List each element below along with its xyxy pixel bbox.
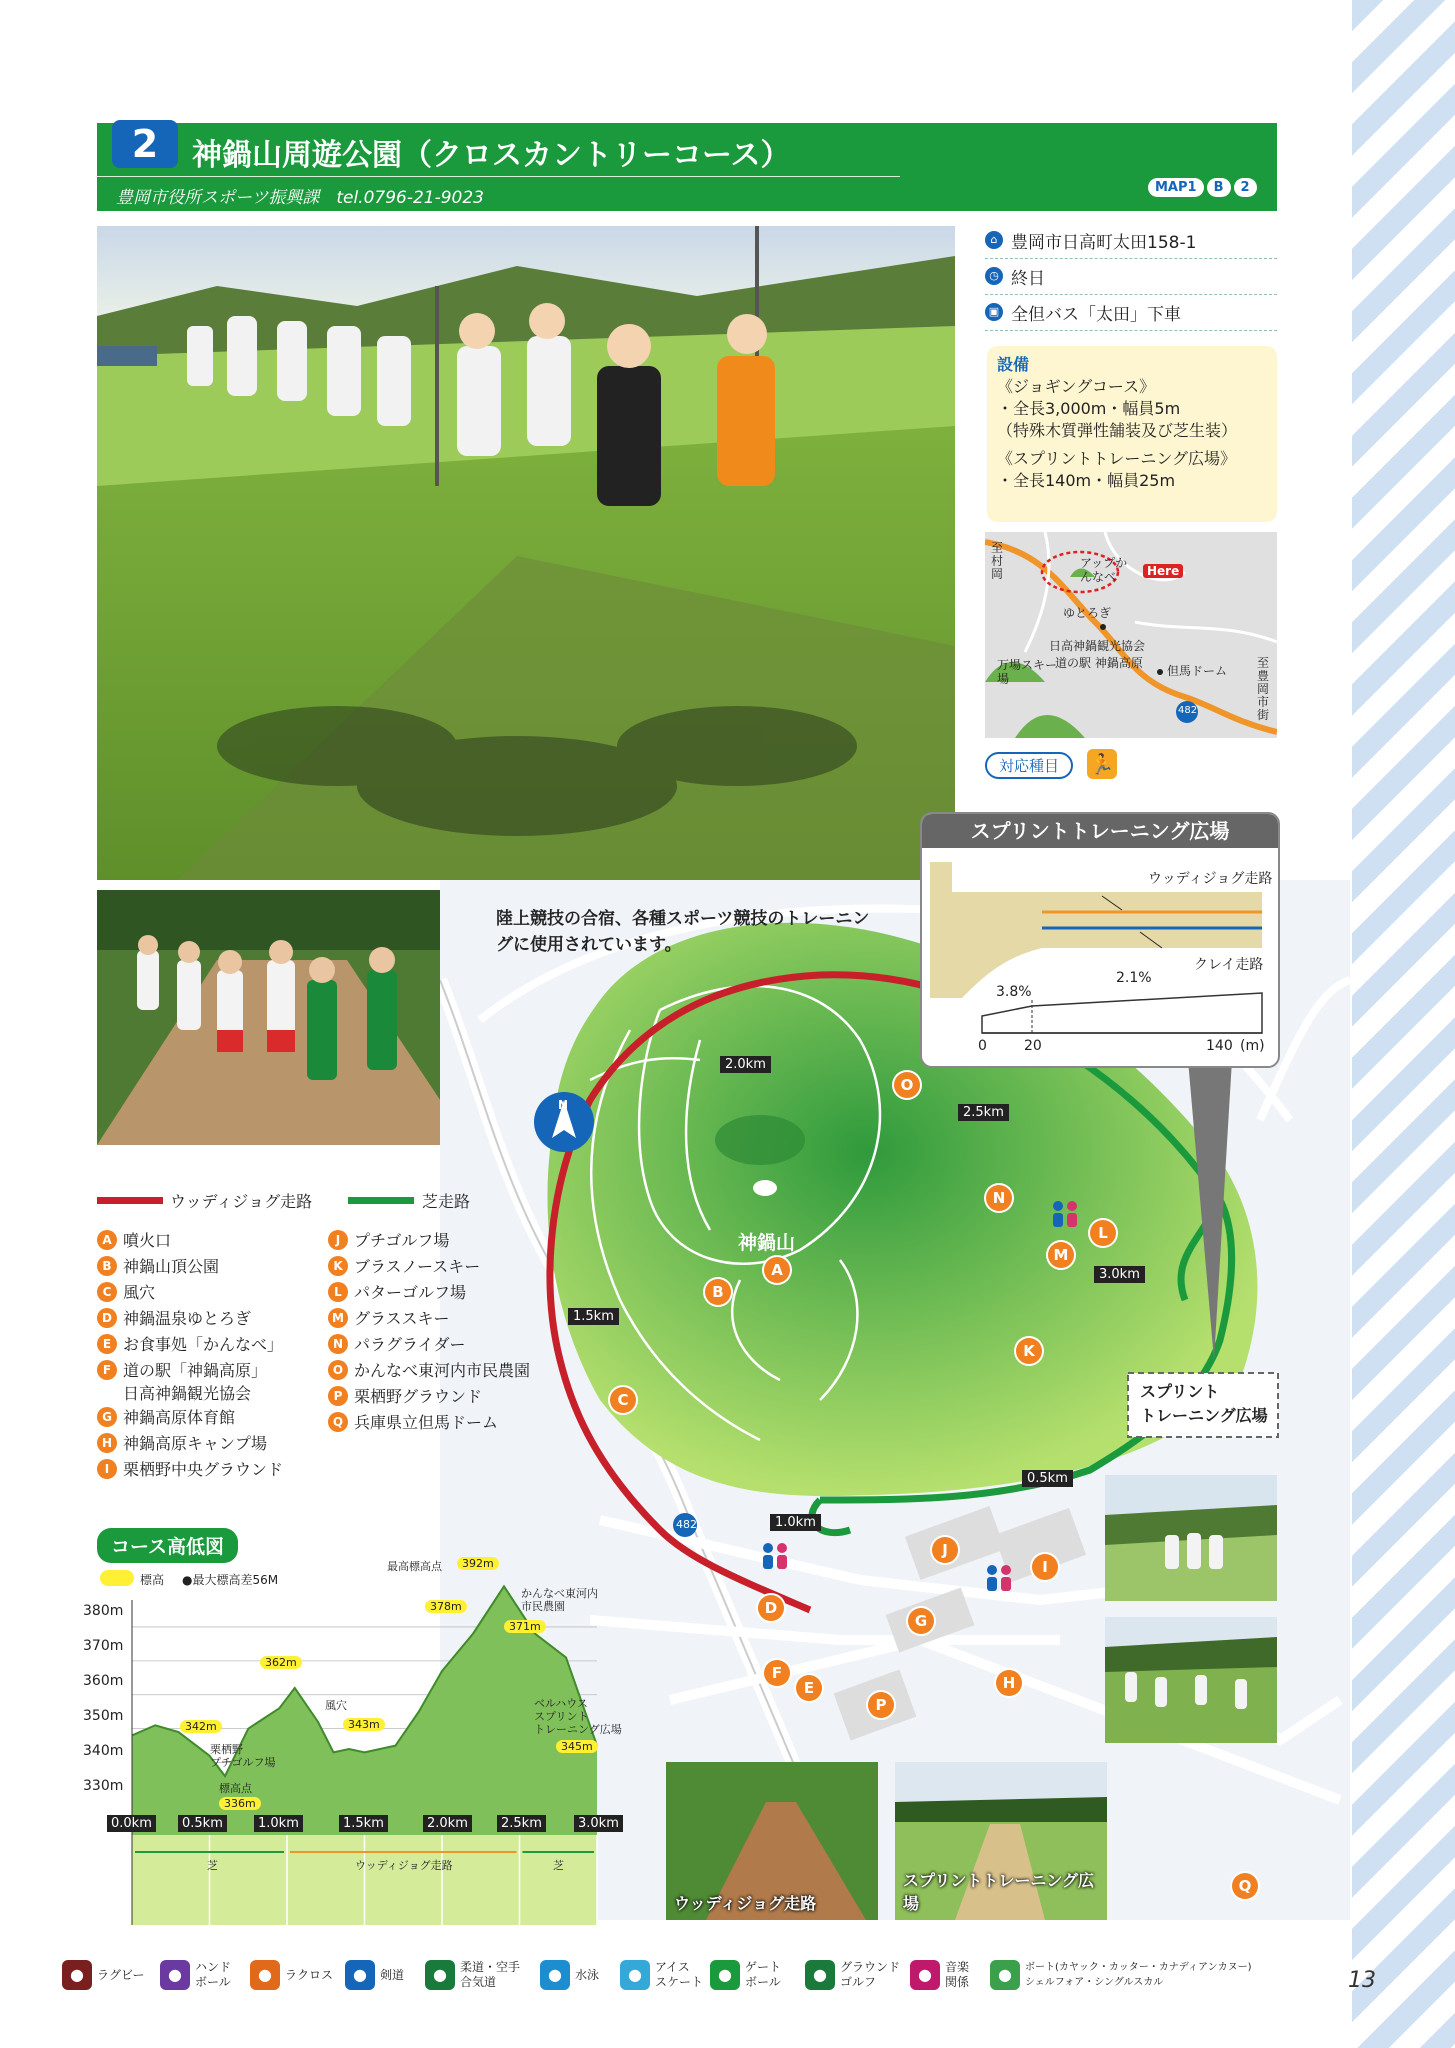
map-pin-e: E [796, 1675, 822, 1701]
sport-item-6 [620, 1960, 703, 1990]
elev-note-fuketsu: 風穴 [325, 1699, 347, 1712]
photo-runners-field [1105, 1475, 1277, 1601]
route-482-label: 482 [676, 1518, 697, 1531]
elev-xtick-3-0: 3.0km [574, 1815, 623, 1832]
elev-segment-grass-1: 芝 [207, 1859, 218, 1872]
elev-ytick-330: 330m [83, 1778, 124, 1794]
elev-top-label: 最高標高点 [387, 1560, 442, 1573]
clock-icon: ◷ [985, 267, 1003, 285]
running-icon: 🏃 [1087, 749, 1117, 779]
elev-ytick-360: 360m [83, 1673, 124, 1689]
loc-route-482: 482 [1178, 705, 1198, 716]
facility-number-badge: 2 [112, 120, 178, 168]
map-pin-f: F [764, 1660, 790, 1686]
sprint-area-inset [920, 812, 1280, 1068]
sport-item-7 [710, 1960, 781, 1990]
legend-item-n: N パラグライダー [328, 1332, 466, 1355]
legend-item-o: O かんなべ東河内市民農園 [328, 1358, 530, 1381]
elev-label-392: 392m [457, 1557, 499, 1570]
description-line2: グに使用されています。 [496, 935, 682, 955]
sprint-area-line2: トレーニング広場 [1140, 1406, 1268, 1425]
sport-label: ボート(カヤック・カッター・カナディアンカヌー) シェルフォア・シングルスカル [1025, 1962, 1252, 1988]
map-ref-row: 2 [1234, 178, 1257, 197]
map-pin-c: C [610, 1387, 636, 1413]
course-description [496, 906, 869, 958]
elev-segment-woody: ウッディジョグ走路 [355, 1859, 453, 1872]
sport-item-2 [250, 1960, 333, 1990]
loc-label-muraoka: 至村岡 [991, 541, 1004, 581]
access-text: 全但バス「太田」下車 [1011, 304, 1181, 325]
sport-label: 水泳 [575, 1967, 600, 1982]
elev-xtick-2-0: 2.0km [423, 1815, 472, 1832]
legend-item-a: A 噴火口 [97, 1228, 171, 1251]
elev-ytick-380: 380m [83, 1603, 124, 1619]
info-access [985, 294, 1277, 331]
sprint-unit: (m) [1240, 1038, 1265, 1054]
elev-xtick-2-5: 2.5km [497, 1815, 546, 1832]
bus-icon: ▣ [985, 303, 1003, 321]
sprint-label-clay: クレイ走路 [1194, 957, 1264, 973]
elev-note-kannabe: かんなべ東河内 市民農園 [521, 1587, 598, 1613]
map-pin-n: N [986, 1185, 1012, 1211]
photo-caption-sprint: スプリントトレーニング広場 [903, 1871, 1095, 1913]
photo-group-running [97, 890, 470, 1145]
sprint-area-line1: スプリント [1140, 1382, 1220, 1401]
sport-item-3 [345, 1960, 404, 1990]
sport-item-8 [805, 1960, 900, 1990]
elev-label-378: 378m [425, 1600, 467, 1613]
loc-label-tourism-assoc: 日高神鍋観光協会 [1049, 639, 1146, 653]
handball-icon: ● [160, 1960, 190, 1990]
sport-label: ハンド ボール [195, 1960, 232, 1989]
sport-label: ラクロス [285, 1967, 334, 1982]
page-number: 13 [1348, 1968, 1376, 1993]
sprint-callout-pointer [1180, 1060, 1240, 1370]
description-line1: 陸上競技の合宿、各種スポーツ競技のトレーニン [496, 909, 870, 929]
loc-label-tajima-dome: 但馬ドーム [1167, 664, 1228, 678]
legend-item-j: J プチゴルフ場 [328, 1228, 449, 1251]
map-pin-i: I [1032, 1554, 1058, 1580]
km-marker-2-5: 2.5km [958, 1104, 1009, 1121]
facility-box [987, 346, 1277, 522]
groundgolf-icon: ● [805, 1960, 835, 1990]
lacrosse-icon: ● [250, 1960, 280, 1990]
loc-label-up-kannabe: アップかんなべ [1080, 556, 1128, 584]
map-pin-k: K [1016, 1338, 1042, 1364]
map-pin-m: M [1048, 1242, 1074, 1268]
loc-label-yutorogi: ゆとろぎ [1063, 606, 1112, 620]
legend-item-c: C 風穴 [97, 1280, 155, 1303]
sport-item-0 [62, 1960, 145, 1990]
jogging-spec: ・全長3,000m・幅員5m [997, 399, 1181, 418]
sprint-area-label [1140, 1380, 1268, 1428]
legend-item-f: F 道の駅「神鍋高原」 [97, 1358, 267, 1381]
map-pin-a: A [764, 1257, 790, 1283]
elev-ytick-340: 340m [83, 1743, 124, 1759]
km-marker-0-5: 0.5km [1022, 1470, 1073, 1487]
map-pin-o: O [894, 1072, 920, 1098]
elev-ytick-350: 350m [83, 1708, 124, 1724]
elevation-chart-title: コース高低図 [97, 1528, 238, 1563]
decorative-stripes [1352, 0, 1455, 2048]
elev-note-bellhouse: ベルハウス スプリント トレーニング広場 [534, 1697, 622, 1736]
north-arrow-icon: N [558, 1098, 569, 1112]
km-marker-1-5: 1.5km [568, 1308, 619, 1325]
sport-label: グラウンド ゴルフ [840, 1960, 901, 1989]
location-map [985, 532, 1277, 738]
map-ref-col: B [1207, 178, 1231, 197]
map-pin-j: J [932, 1537, 958, 1563]
photo-sprint-field [895, 1762, 1107, 1920]
address-text: 豊岡市日高町太田158-1 [1011, 232, 1197, 253]
sport-item-10 [990, 1960, 1252, 1990]
legend-item-g: G 神鍋高原体育館 [97, 1405, 235, 1428]
elev-xtick-0-5: 0.5km [178, 1815, 227, 1832]
legend-item-p: P 栗栖野グラウンド [328, 1384, 482, 1407]
legend-item-d: D 神鍋温泉ゆとろぎ [97, 1306, 251, 1329]
sprint-slope-1: 3.8% [996, 984, 1032, 1000]
elev-label-342: 342m [180, 1720, 222, 1733]
photo-woody-jog-path [666, 1762, 878, 1920]
elev-note-kurusuno: 栗栖野 プチゴルフ場 [210, 1743, 276, 1769]
title-divider [97, 176, 900, 177]
sport-label: 柔道・空手 合気道 [460, 1960, 521, 1989]
map-pin-d: D [758, 1595, 784, 1621]
loc-label-manba-ski: 万場スキー場 [997, 658, 1058, 686]
elevation-legend-diff: ●最大標高差56M [182, 1573, 279, 1587]
legend-grass-line [348, 1197, 414, 1204]
legend-grass-label: 芝走路 [422, 1192, 471, 1211]
gateball-icon: ● [710, 1960, 740, 1990]
here-marker: Here [1143, 564, 1183, 578]
home-icon: ⌂ [985, 231, 1003, 249]
elev-label-362: 362m [260, 1656, 302, 1669]
legend-item-q: Q 兵庫県立但馬ドーム [328, 1410, 498, 1433]
map-pin-b: B [705, 1279, 731, 1305]
jogging-note: （特殊木質弾性舗装及び芝生装） [997, 421, 1238, 440]
photo-caption-woody: ウッディジョグ走路 [674, 1894, 817, 1913]
loc-label-michinoeki: 道の駅 神鍋高原 [1055, 656, 1143, 670]
legend-woody-label: ウッディジョグ走路 [170, 1192, 313, 1211]
sprint-tick-140: 140 [1206, 1038, 1233, 1054]
legend-item-k: K ブラスノースキー [328, 1254, 480, 1277]
elev-xtick-0-0: 0.0km [107, 1815, 156, 1832]
map-ref-map: MAP1 [1148, 178, 1204, 197]
legend-item-l: L パターゴルフ場 [328, 1280, 466, 1303]
legend-woody-line [97, 1197, 163, 1204]
sport-item-4 [425, 1960, 520, 1990]
sprint-title: 《スプリントトレーニング広場》 [997, 449, 1237, 468]
sprint-slope-2: 2.1% [1116, 970, 1152, 986]
jogging-title: 《ジョギングコース》 [997, 377, 1156, 396]
map-pin-q: Q [1232, 1873, 1258, 1899]
boat-icon: ● [990, 1960, 1020, 1990]
sport-label: ゲート ボール [745, 1960, 782, 1989]
map-pin-l: L [1090, 1220, 1116, 1246]
sprint-spec: ・全長140m・幅員25m [997, 471, 1176, 490]
facility-heading: 設備 [997, 355, 1030, 374]
map-pin-g: G [908, 1608, 934, 1634]
elev-xtick-1-0: 1.0km [254, 1815, 303, 1832]
hours-text: 終日 [1011, 268, 1045, 289]
info-hours [985, 258, 1277, 295]
elev-note-low: 標高点 [219, 1782, 252, 1795]
elev-label-336: 336m [219, 1797, 261, 1810]
sprint-label-woody: ウッディジョグ走路 [1148, 871, 1273, 887]
contact-line: 豊岡市役所スポーツ振興課 tel.0796-21-9023 [116, 188, 484, 208]
rugby-icon: ● [62, 1960, 92, 1990]
elevation-legend-mark: 標高 [140, 1573, 165, 1587]
elev-ytick-370: 370m [83, 1638, 124, 1654]
sport-label: アイス スケート [655, 1960, 704, 1989]
sport-item-9 [910, 1960, 969, 1990]
page-title: 神鍋山周遊公園（クロスカントリーコース） [192, 138, 791, 173]
elev-segment-grass-2: 芝 [553, 1859, 564, 1872]
elev-xtick-1-5: 1.5km [339, 1815, 388, 1832]
swimming-icon: ● [540, 1960, 570, 1990]
sprint-tick-0: 0 [978, 1038, 987, 1054]
elev-label-345: 345m [556, 1740, 598, 1753]
km-marker-1-0: 1.0km [770, 1514, 821, 1531]
sports-category-button[interactable]: 対応種目 [985, 752, 1073, 779]
skating-icon: ● [620, 1960, 650, 1990]
sport-label: ラグビー [97, 1967, 145, 1982]
sprint-inset-title: スプリントトレーニング広場 [922, 814, 1278, 848]
map-pin-p: P [868, 1692, 894, 1718]
sprint-tick-20: 20 [1024, 1038, 1042, 1054]
main-photo-runners [97, 226, 955, 880]
judo-icon: ● [425, 1960, 455, 1990]
km-marker-3-0: 3.0km [1094, 1266, 1145, 1283]
sport-label: 音楽 関係 [945, 1960, 970, 1989]
legend-item-m: M グラススキー [328, 1306, 450, 1329]
legend-item-e: E お食事処「かんなべ」 [97, 1332, 283, 1355]
legend-item-i: I 栗栖野中央グラウンド [97, 1457, 283, 1480]
legend-item-f-sub: 日高神鍋観光協会 [123, 1384, 252, 1403]
elev-label-371: 371m [504, 1620, 546, 1633]
mountain-label: 神鍋山 [738, 1232, 796, 1254]
kendo-icon: ● [345, 1960, 375, 1990]
music-icon: ● [910, 1960, 940, 1990]
elevation-chart [83, 1557, 637, 1930]
legend-item-h: H 神鍋高原キャンプ場 [97, 1431, 267, 1454]
map-pin-h: H [996, 1670, 1022, 1696]
info-address [985, 222, 1277, 259]
elev-label-343: 343m [343, 1718, 385, 1731]
sport-item-1 [160, 1960, 231, 1990]
legend-item-b: B 神鍋山頂公園 [97, 1254, 219, 1277]
map-reference-badge [1148, 178, 1257, 197]
km-marker-2-0: 2.0km [720, 1056, 771, 1073]
loc-label-toyooka: 至豊岡市街 [1257, 656, 1270, 722]
photo-runners-meadow [1105, 1617, 1277, 1743]
sport-label: 剣道 [380, 1967, 405, 1982]
sport-item-5 [540, 1960, 599, 1990]
